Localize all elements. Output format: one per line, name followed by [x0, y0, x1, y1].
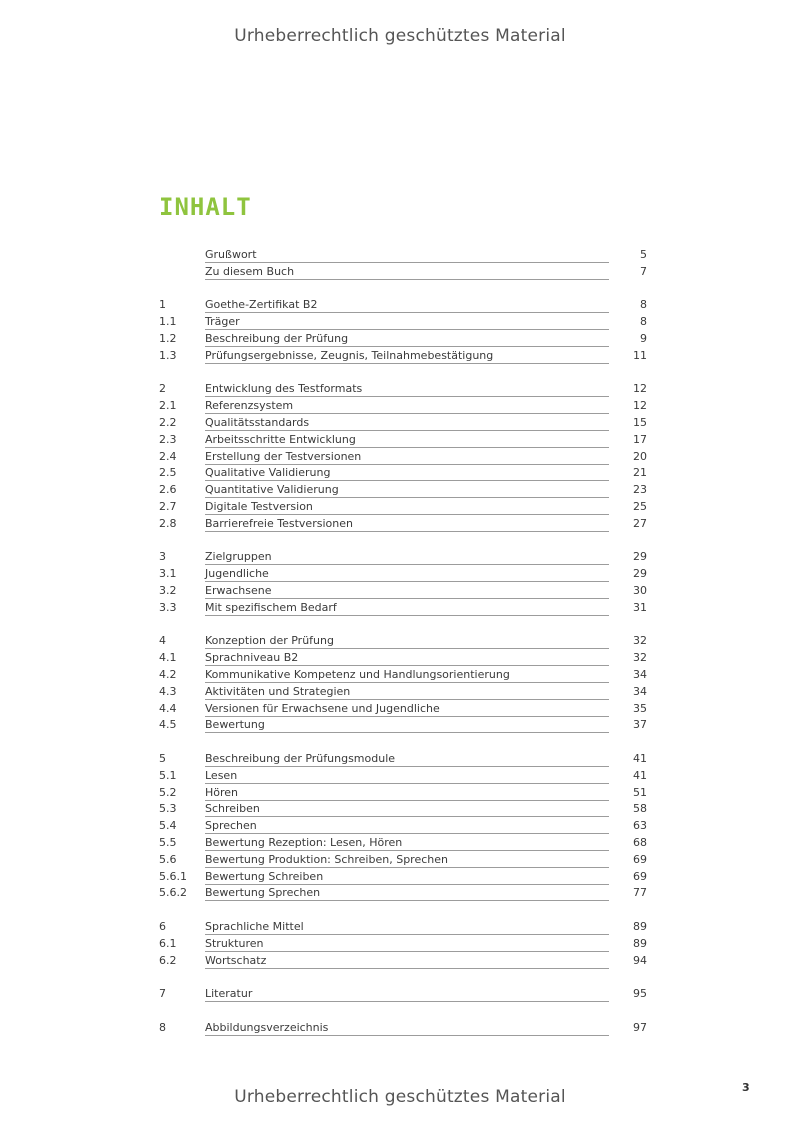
toc-entry-title: Träger — [205, 315, 609, 330]
toc-section-number: 5.4 — [159, 819, 177, 832]
toc-row — [159, 702, 649, 719]
toc-page-number: 63 — [633, 819, 647, 832]
toc-row — [159, 500, 649, 517]
toc-page-number: 51 — [633, 786, 647, 799]
page-title: INHALT — [159, 193, 252, 221]
toc-section-number: 5.6.2 — [159, 886, 187, 899]
toc-section-number: 1.2 — [159, 332, 177, 345]
toc-page-number: 41 — [633, 769, 647, 782]
toc-row — [159, 870, 649, 887]
toc-row — [159, 517, 649, 534]
toc-section-number: 2.1 — [159, 399, 177, 412]
toc-row — [159, 298, 649, 315]
toc-section-number: 5.6 — [159, 853, 177, 866]
toc-page-number: 89 — [633, 937, 647, 950]
toc-page-number: 30 — [633, 584, 647, 597]
toc-row — [159, 349, 649, 366]
toc-row — [159, 265, 649, 282]
toc-page-number: 8 — [640, 315, 647, 328]
toc-row — [159, 1021, 649, 1038]
toc-row — [159, 685, 649, 702]
toc-row — [159, 651, 649, 668]
toc-page-number: 20 — [633, 450, 647, 463]
toc-page-number: 27 — [633, 517, 647, 530]
toc-section-number: 6 — [159, 920, 166, 933]
toc-page-number: 37 — [633, 718, 647, 731]
toc-page-number: 32 — [633, 634, 647, 647]
toc-page-number: 11 — [633, 349, 647, 362]
toc-section-number: 3.1 — [159, 567, 177, 580]
toc-entry-title: Zielgruppen — [205, 550, 609, 565]
toc-entry-title: Strukturen — [205, 937, 609, 952]
toc-section-number: 4.3 — [159, 685, 177, 698]
toc-page-number: 8 — [640, 298, 647, 311]
toc-page-number: 7 — [640, 265, 647, 278]
toc-entry-title: Bewertung Rezeption: Lesen, Hören — [205, 836, 609, 851]
toc-entry-title: Barrierefreie Testversionen — [205, 517, 609, 532]
toc-section-number: 3.3 — [159, 601, 177, 614]
toc-entry-title: Sprachniveau B2 — [205, 651, 609, 666]
toc-row — [159, 634, 649, 651]
toc-entry-title: Bewertung — [205, 718, 609, 733]
toc-section-number: 3.2 — [159, 584, 177, 597]
toc-section-number: 5.2 — [159, 786, 177, 799]
toc-entry-title: Erwachsene — [205, 584, 609, 599]
toc-page-number: 9 — [640, 332, 647, 345]
toc-row — [159, 382, 649, 399]
toc-section-number: 4.2 — [159, 668, 177, 681]
toc-page-number: 34 — [633, 685, 647, 698]
toc-entry-title: Bewertung Schreiben — [205, 870, 609, 885]
toc-row — [159, 752, 649, 769]
toc-row — [159, 819, 649, 836]
toc-row — [159, 802, 649, 819]
toc-page-number: 69 — [633, 870, 647, 883]
watermark-bottom: Urheberrechtlich geschütztes Material — [234, 1087, 566, 1107]
toc-entry-title: Literatur — [205, 987, 609, 1002]
toc-section-number: 5 — [159, 752, 166, 765]
toc-page-number: 94 — [633, 954, 647, 967]
toc-row — [159, 399, 649, 416]
toc-entry-title: Sprachliche Mittel — [205, 920, 609, 935]
toc-row — [159, 483, 649, 500]
toc-page-number: 29 — [633, 550, 647, 563]
toc-section-number: 8 — [159, 1021, 166, 1034]
toc-entry-title: Goethe-Zertifikat B2 — [205, 298, 609, 313]
toc-entry-title: Wortschatz — [205, 954, 609, 969]
toc-page-number: 35 — [633, 702, 647, 715]
toc-row — [159, 332, 649, 349]
toc-page-number: 21 — [633, 466, 647, 479]
toc-section-number: 1 — [159, 298, 166, 311]
toc-row — [159, 718, 649, 735]
toc-entry-title: Beschreibung der Prüfungsmodule — [205, 752, 609, 767]
toc-page-number: 41 — [633, 752, 647, 765]
page-number: 3 — [742, 1081, 750, 1094]
toc-entry-title: Grußwort — [205, 248, 609, 263]
toc-section-number: 6.2 — [159, 954, 177, 967]
toc-section-number: 2.6 — [159, 483, 177, 496]
toc-section-number: 2.5 — [159, 466, 177, 479]
toc-row — [159, 786, 649, 803]
toc-section-number: 4.5 — [159, 718, 177, 731]
toc-entry-title: Aktivitäten und Strategien — [205, 685, 609, 700]
toc-row — [159, 450, 649, 467]
toc-page-number: 12 — [633, 382, 647, 395]
toc-section-number: 5.1 — [159, 769, 177, 782]
toc-entry-title: Mit spezifischem Bedarf — [205, 601, 609, 616]
toc-row — [159, 315, 649, 332]
toc-section-number: 4.1 — [159, 651, 177, 664]
toc-section-number: 2.3 — [159, 433, 177, 446]
toc-row — [159, 937, 649, 954]
toc-page-number: 34 — [633, 668, 647, 681]
watermark-top: Urheberrechtlich geschütztes Material — [234, 26, 566, 46]
toc-entry-title: Qualitative Validierung — [205, 466, 609, 481]
toc-section-number: 4.4 — [159, 702, 177, 715]
toc-entry-title: Digitale Testversion — [205, 500, 609, 515]
toc-entry-title: Qualitätsstandards — [205, 416, 609, 431]
toc-row — [159, 886, 649, 903]
toc-entry-title: Bewertung Produktion: Schreiben, Sprechen — [205, 853, 609, 868]
toc-section-number: 7 — [159, 987, 166, 1000]
toc-section-number: 2.2 — [159, 416, 177, 429]
toc-page-number: 58 — [633, 802, 647, 815]
toc-section-number: 5.6.1 — [159, 870, 187, 883]
toc-section-number: 2.7 — [159, 500, 177, 513]
toc-row — [159, 668, 649, 685]
toc-page-number: 68 — [633, 836, 647, 849]
toc-page-number: 17 — [633, 433, 647, 446]
toc-page-number: 23 — [633, 483, 647, 496]
toc-entry-title: Abbildungsverzeichnis — [205, 1021, 609, 1036]
toc-entry-title: Kommunikative Kompetenz und Handlungsorientierung — [205, 668, 609, 683]
toc-entry-title: Beschreibung der Prüfung — [205, 332, 609, 347]
toc-section-number: 2 — [159, 382, 166, 395]
toc-page-number: 69 — [633, 853, 647, 866]
toc-row — [159, 601, 649, 618]
toc-section-number: 5.5 — [159, 836, 177, 849]
toc-page-number: 31 — [633, 601, 647, 614]
toc-page-number: 5 — [640, 248, 647, 261]
toc-page-number: 95 — [633, 987, 647, 1000]
toc-entry-title: Bewertung Sprechen — [205, 886, 609, 901]
toc-page-number: 97 — [633, 1021, 647, 1034]
toc-section-number: 6.1 — [159, 937, 177, 950]
toc-page-number: 29 — [633, 567, 647, 580]
toc-entry-title: Konzeption der Prüfung — [205, 634, 609, 649]
toc-entry-title: Sprechen — [205, 819, 609, 834]
toc-row — [159, 550, 649, 567]
toc-row — [159, 416, 649, 433]
toc-entry-title: Schreiben — [205, 802, 609, 817]
toc-section-number: 2.8 — [159, 517, 177, 530]
toc-row — [159, 584, 649, 601]
toc-row — [159, 853, 649, 870]
toc-entry-title: Lesen — [205, 769, 609, 784]
toc-row — [159, 954, 649, 971]
toc-section-number: 4 — [159, 634, 166, 647]
toc-entry-title: Prüfungsergebnisse, Zeugnis, Teilnahmebestätigung — [205, 349, 609, 364]
toc-row — [159, 987, 649, 1004]
toc-entry-title: Hören — [205, 786, 609, 801]
toc-row — [159, 920, 649, 937]
toc-page-number: 25 — [633, 500, 647, 513]
toc-entry-title: Quantitative Validierung — [205, 483, 609, 498]
toc-section-number: 2.4 — [159, 450, 177, 463]
toc-page-number: 32 — [633, 651, 647, 664]
toc-entry-title: Entwicklung des Testformats — [205, 382, 609, 397]
toc-section-number: 5.3 — [159, 802, 177, 815]
toc-entry-title: Versionen für Erwachsene und Jugendliche — [205, 702, 609, 717]
toc-page-number: 77 — [633, 886, 647, 899]
toc-entry-title: Erstellung der Testversionen — [205, 450, 609, 465]
toc-entry-title: Jugendliche — [205, 567, 609, 582]
toc-row — [159, 466, 649, 483]
toc-page-number: 12 — [633, 399, 647, 412]
toc-entry-title: Referenzsystem — [205, 399, 609, 414]
toc-row — [159, 433, 649, 450]
toc-page-number: 89 — [633, 920, 647, 933]
toc-row — [159, 567, 649, 584]
toc-row — [159, 769, 649, 786]
toc-row — [159, 248, 649, 265]
toc-entry-title: Arbeitsschritte Entwicklung — [205, 433, 609, 448]
toc-section-number: 1.1 — [159, 315, 177, 328]
toc-section-number: 1.3 — [159, 349, 177, 362]
toc-section-number: 3 — [159, 550, 166, 563]
toc-row — [159, 836, 649, 853]
toc-entry-title: Zu diesem Buch — [205, 265, 609, 280]
toc-page-number: 15 — [633, 416, 647, 429]
